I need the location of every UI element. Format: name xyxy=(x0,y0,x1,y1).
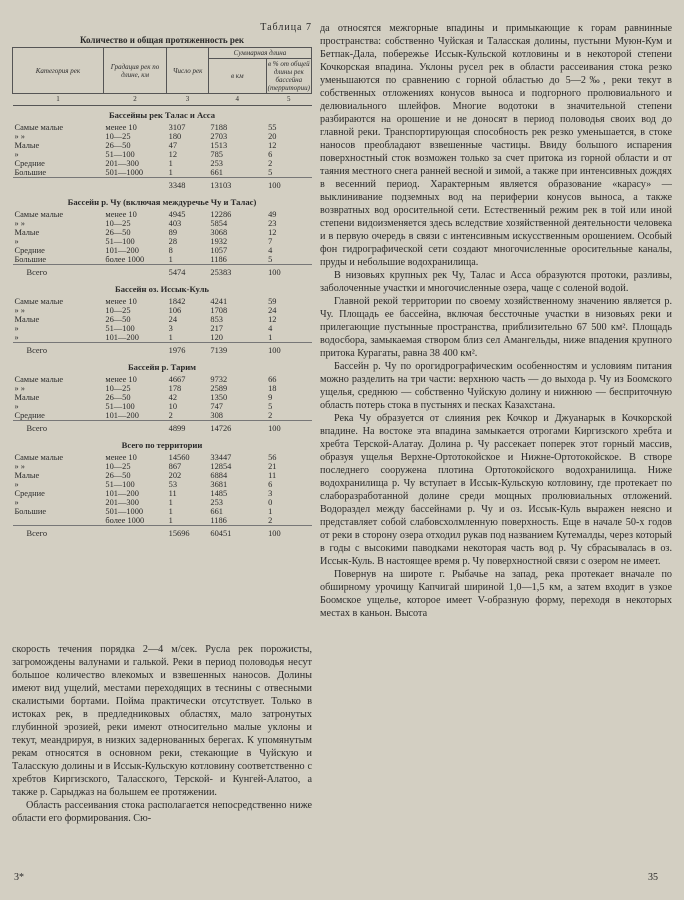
table-cell: 1186 xyxy=(210,255,227,264)
total-row xyxy=(13,421,312,437)
header-gradation: Градация рек по длине, км xyxy=(103,48,166,94)
table-cell: 12854 xyxy=(210,462,232,471)
total-cell: 3348 xyxy=(167,178,209,194)
total-row xyxy=(13,178,312,194)
table-row xyxy=(13,123,312,132)
table-cell: 12 xyxy=(268,141,277,150)
section-title-row xyxy=(13,280,312,297)
table-cell: менее 10 xyxy=(105,297,137,306)
table-cell: 2 xyxy=(168,411,173,420)
header-total-length: Суммарная длина xyxy=(208,48,311,59)
table-cell: 51—100 xyxy=(105,237,135,246)
table-cell: 3 xyxy=(268,489,273,498)
table-cell: 201—300 xyxy=(105,159,139,168)
table-cell: 1 xyxy=(268,507,273,516)
table-cell: 3068 xyxy=(210,228,228,237)
table-cell: 501—1000 xyxy=(105,507,144,516)
table-row xyxy=(13,297,312,306)
signature-mark: 3* xyxy=(14,872,24,883)
table-cell: 308 xyxy=(210,411,223,420)
table-cell: 4 xyxy=(268,246,273,255)
total-cell: 5474 xyxy=(167,265,209,281)
table-cell: Малые xyxy=(14,228,40,237)
table-row xyxy=(13,507,312,516)
table-cell: 51—100 xyxy=(105,480,135,489)
table-cell: 2 xyxy=(268,159,273,168)
section-title: Бассейны рек Талас и Асса xyxy=(108,110,216,120)
table-cell: 51—100 xyxy=(105,150,135,159)
total-cell: 13103 xyxy=(208,178,266,194)
total-cell: 1976 xyxy=(167,343,209,359)
total-cell: 7139 xyxy=(208,343,266,359)
table-cell: 1 xyxy=(168,333,173,342)
table-cell: 1 xyxy=(268,333,273,342)
table-cell: 66 xyxy=(268,375,277,384)
table-cell: менее 10 xyxy=(105,453,137,462)
table-cell: 1513 xyxy=(210,141,228,150)
table-row xyxy=(13,219,312,228)
table-cell: 501—1000 xyxy=(105,168,144,177)
table-cell: 1 xyxy=(168,168,173,177)
table-cell: 785 xyxy=(210,150,223,159)
table-cell: » xyxy=(14,480,19,489)
table-cell: 1708 xyxy=(210,306,228,315)
total-cell xyxy=(103,526,166,542)
table-cell: 9732 xyxy=(210,375,228,384)
header-category: Категория рек xyxy=(13,48,104,94)
table-cell: 10—25 xyxy=(105,132,131,141)
table-cell: 2 xyxy=(268,411,273,420)
table-row xyxy=(13,255,312,265)
table-cell: Средние xyxy=(14,159,45,168)
table-row xyxy=(13,306,312,315)
table-cell: 106 xyxy=(168,306,182,315)
table-cell: 217 xyxy=(210,324,223,333)
total-cell: 60451 xyxy=(208,526,266,542)
table-cell: 49 xyxy=(268,210,277,219)
table-row xyxy=(13,324,312,333)
table-cell: 42 xyxy=(168,393,178,402)
table-cell: 101—200 xyxy=(105,246,139,255)
total-cell: 4899 xyxy=(167,421,209,437)
table-cell: 12 xyxy=(268,228,277,237)
table-cell: 253 xyxy=(210,159,223,168)
table-cell: 6884 xyxy=(210,471,228,480)
table-cell: 4667 xyxy=(168,375,186,384)
table-cell: » xyxy=(14,150,19,159)
total-cell: 100 xyxy=(266,526,311,542)
table-row xyxy=(13,141,312,150)
table-cell: 202 xyxy=(168,471,182,480)
paragraph: Повернув на широте г. Рыбачье на запад, река протекает вначале по обширному урочищу Капчигай шириной 1,0—1,5 км, а затем входит в узкое Боомское ущелье, которое имеет V-образную форму, переходя в некоторых местах в каньон. Высота xyxy=(320,569,672,619)
table-cell: 24 xyxy=(268,306,277,315)
table-block xyxy=(12,22,312,541)
table-cell: 5 xyxy=(268,168,273,177)
table-cell: Средние xyxy=(14,246,45,255)
total-row xyxy=(13,343,312,359)
table-cell: 21 xyxy=(268,462,277,471)
table-cell: 2 xyxy=(268,516,273,525)
table-row xyxy=(13,453,312,462)
paragraph: Главной рекой территории по своему хозяйственному значению является р. Чу. Площадь ее бассейна, включая бессточные участки в низовьях реки и прилегающие пустынные пространства, приблизительно 67 500 км². Площадь водосбора, замыкаемая створом близ сел Амангельды, ниже впадения крупного притока Курагаты, равна 38 400 км². xyxy=(320,296,672,359)
table-row xyxy=(13,159,312,168)
table-cell: 24 xyxy=(168,315,178,324)
table-row xyxy=(13,333,312,343)
table-cell: 2589 xyxy=(210,384,228,393)
table-cell: Малые xyxy=(14,141,40,150)
table-cell: Средние xyxy=(14,411,45,420)
table-cell: 180 xyxy=(168,132,182,141)
section-title: Бассейн р. Чу (включая междуречье Чу и Талас) xyxy=(67,197,257,207)
right-column-text xyxy=(320,22,672,620)
table-cell: 867 xyxy=(168,462,182,471)
paragraph: Область рассеивания стока располагается непосредственно ниже области его формирования. Сю- xyxy=(12,800,312,824)
table-cell: 23 xyxy=(268,219,277,228)
table-cell: 59 xyxy=(268,297,277,306)
table-cell: 12286 xyxy=(210,210,232,219)
header-km: в км xyxy=(208,59,266,94)
table-row xyxy=(13,246,312,255)
table-cell: менее 10 xyxy=(105,210,137,219)
table-cell: 1 xyxy=(168,507,173,516)
table-cell: Большие xyxy=(14,507,47,516)
table-cell: 10—25 xyxy=(105,384,131,393)
table-cell: Самые малые xyxy=(14,297,64,306)
table-cell: 1 xyxy=(168,159,173,168)
table-body xyxy=(13,94,312,542)
table-row xyxy=(13,498,312,507)
table-cell: Большие xyxy=(14,255,47,264)
table-cell: 10—25 xyxy=(105,462,131,471)
table-cell: 11 xyxy=(168,489,177,498)
table-cell: 253 xyxy=(210,498,223,507)
table-cell: 26—50 xyxy=(105,471,131,480)
total-cell xyxy=(103,343,166,359)
table-cell: Самые малые xyxy=(14,375,64,384)
table-cell: 11 xyxy=(268,471,277,480)
table-row xyxy=(13,516,312,526)
table-cell: 1 xyxy=(168,255,173,264)
table-cell: 403 xyxy=(168,219,182,228)
table-cell: 1057 xyxy=(210,246,228,255)
table-row xyxy=(13,315,312,324)
total-cell: Всего xyxy=(13,265,104,281)
table-row xyxy=(13,480,312,489)
table-cell: 1186 xyxy=(210,516,227,525)
table-cell: 853 xyxy=(210,315,223,324)
table-cell: 5854 xyxy=(210,219,228,228)
total-row xyxy=(13,265,312,281)
total-cell xyxy=(103,265,166,281)
table-cell: 3681 xyxy=(210,480,228,489)
table-cell: 18 xyxy=(268,384,277,393)
section-title: Всего по территории xyxy=(121,440,203,450)
section-title-row xyxy=(13,106,312,124)
table-cell: 8 xyxy=(168,246,173,255)
table-cell: 5 xyxy=(268,402,273,411)
table-caption: Таблица 7 xyxy=(260,22,312,33)
total-cell: Всего xyxy=(13,343,104,359)
table-cell: 1485 xyxy=(210,489,228,498)
section-title-row xyxy=(13,436,312,453)
table-cell: 20 xyxy=(268,132,277,141)
table-cell: 14560 xyxy=(168,453,190,462)
table-cell: 53 xyxy=(168,480,178,489)
col-num: 5 xyxy=(266,94,311,106)
column-numbers-row xyxy=(13,94,312,106)
section-title: Бассейн оз. Иссык-Куль xyxy=(115,284,209,294)
table-cell: 26—50 xyxy=(105,141,131,150)
table-cell: Большие xyxy=(14,168,47,177)
table-cell: 2703 xyxy=(210,132,228,141)
paragraph: да относятся межгорные впадины и примыкающие к горам равнинные пространства: собственно Чуйская и Таласская долины, пустыни Муюн-Кум и Бетпак-Дала, побережье Иссык-Кульской котловины и в некоторой степени Кочкорская впадина. Уклоны русел рек в области рассеивания стока резко уменьшаются по сравнению с горной областью до 5—2‰, реки текут в собственных отложениях конусов выноса и подгорного пролювиального и делювиального шлейфов. Многие водотоки в значительной степени разбираются на орошение и не доносят в период половодья своих вод до главной реки. Транспортирующая способность рек резко уменьшается, в стоке наносов преобладают взвешенные частицы. Ввиду большого испарения поверхностный сток возможен только за счет притока из горной области и от таяния местного снега ранней весной и зимой, а также при интенсивных дождях в весенний период. Характерным является образование «карасу» — выклинивание подземных вод на периферии конусов выноса, а также возвратных вод оросительной сети. Естественный режим рек в той или иной степени видоизменяется здесь вследствие хозяйственной деятельности человека и в первую очередь в связи с интенсивным искусственным орошением. Особый фон гидрографической сети создают многочисленные оросительные каналы, пруды и небольшие водохранилища. xyxy=(320,23,672,268)
total-cell: 100 xyxy=(266,421,311,437)
table-cell: 55 xyxy=(268,123,277,132)
table-cell: 101—200 xyxy=(105,489,139,498)
table-cell: менее 10 xyxy=(105,123,137,132)
table-cell: 89 xyxy=(168,228,178,237)
table-cell: более 1000 xyxy=(105,516,145,525)
table-cell: 661 xyxy=(210,507,223,516)
table-cell: » » xyxy=(14,132,25,141)
table-cell: 4945 xyxy=(168,210,186,219)
table-row xyxy=(13,471,312,480)
table-cell: » xyxy=(14,498,19,507)
table-cell: 4241 xyxy=(210,297,228,306)
table-row xyxy=(13,489,312,498)
table-cell: менее 10 xyxy=(105,375,137,384)
page-number: 35 xyxy=(648,872,658,883)
table-cell: 3107 xyxy=(168,123,186,132)
table-cell: » xyxy=(14,402,19,411)
table-cell: » » xyxy=(14,219,25,228)
col-num: 4 xyxy=(208,94,266,106)
table-cell: 747 xyxy=(210,402,223,411)
table-cell: 1842 xyxy=(168,297,186,306)
table-cell: 6 xyxy=(268,150,273,159)
table-cell: 10—25 xyxy=(105,306,131,315)
table-cell: 51—100 xyxy=(105,324,135,333)
table-cell: 101—200 xyxy=(105,411,139,420)
left-column-text xyxy=(12,643,312,825)
table-row xyxy=(13,375,312,384)
table-row xyxy=(13,132,312,141)
total-cell: 100 xyxy=(266,343,311,359)
paragraph: В низовьях крупных рек Чу, Талас и Асса образуются протоки, разливы, заболоченные участки и многочисленные озера, чаще с соленой водой. xyxy=(320,270,672,294)
table-row xyxy=(13,411,312,421)
table-cell: 1 xyxy=(168,516,173,525)
table-cell: более 1000 xyxy=(105,255,145,264)
total-cell: Всего xyxy=(13,526,104,542)
table-row xyxy=(13,237,312,246)
table-row xyxy=(13,150,312,159)
table-cell: Самые малые xyxy=(14,123,64,132)
header-count: Число рек xyxy=(167,48,209,94)
col-num: 1 xyxy=(13,94,104,106)
paragraph: Река Чу образуется от слияния рек Кочкор и Джуанарык в Кочкорской впадине. На востоке эта впадина замыкается отрогами Киргизского хребта и хребта Терской-Алатау. Долина р. Чу рассекает поперек этот горный массив, образуя ущелья Верхне-Ортотокойское и Нижне-Ортотокойское. В створе последнего сооружена плотина Ортотокойского водохранилища. Ниже водохранилища р. Чу вступает в Иссык-Кульскую котловину, где протекает по слаборазработанной долине среди мощных пролювиальных отложений. Водораздел между бассейнами р. Чу и оз. Иссык-Куль выражен неясно и представляет собой слабовсхолмленную поверхность. Еще в начале 50-х годов от реки в сторону озера отходил рукав под названием Кутемалды, через который в годы с высокими паводками некоторая часть вод р. Чу сбрасывалась в оз. Иссык-Куль. В настоящее время р. Чу поверхностной связи с озером не имеет. xyxy=(320,413,672,567)
table-cell: 101—200 xyxy=(105,333,139,342)
table-cell: 56 xyxy=(268,453,277,462)
col-num: 3 xyxy=(167,94,209,106)
table-cell: Самые малые xyxy=(14,453,64,462)
table-cell: Малые xyxy=(14,315,40,324)
table-cell: 661 xyxy=(210,168,223,177)
total-cell xyxy=(103,421,166,437)
table-row xyxy=(13,228,312,237)
table-cell: 9 xyxy=(268,393,273,402)
table-cell: 10 xyxy=(168,402,178,411)
table-cell: 5 xyxy=(268,255,273,264)
table-cell: Средние xyxy=(14,489,45,498)
table-row xyxy=(13,393,312,402)
table-cell: 1 xyxy=(168,498,173,507)
total-cell: 15696 xyxy=(167,526,209,542)
table-cell: 26—50 xyxy=(105,393,131,402)
table-row xyxy=(13,168,312,178)
section-title-row xyxy=(13,193,312,210)
table-row xyxy=(13,402,312,411)
table-cell: 1350 xyxy=(210,393,228,402)
table-cell: 178 xyxy=(168,384,182,393)
table-title: Количество и общая протяженность рек xyxy=(79,35,245,45)
section-title: Бассейн р. Тарим xyxy=(127,362,197,372)
total-cell: 100 xyxy=(266,178,311,194)
table-cell: 6 xyxy=(268,480,273,489)
col-num: 2 xyxy=(103,94,166,106)
total-cell: 25383 xyxy=(208,265,266,281)
table-cell: Самые малые xyxy=(14,210,64,219)
table-row xyxy=(13,384,312,393)
total-cell xyxy=(103,178,166,194)
table-cell: » xyxy=(14,237,19,246)
table-cell: 201—300 xyxy=(105,498,139,507)
table-cell: Малые xyxy=(14,393,40,402)
table-cell: Малые xyxy=(14,471,40,480)
table-cell: 47 xyxy=(168,141,178,150)
table-cell: 4 xyxy=(268,324,273,333)
table-cell: » » xyxy=(14,306,25,315)
section-title-row xyxy=(13,358,312,375)
table-cell: 33447 xyxy=(210,453,232,462)
total-cell xyxy=(13,178,104,194)
table-cell: » xyxy=(14,333,19,342)
table-cell: 51—100 xyxy=(105,402,135,411)
table-cell: 120 xyxy=(210,333,223,342)
header-percent: в % от общей длины рек бассейна (территории) xyxy=(267,60,310,92)
table-cell: 28 xyxy=(168,237,178,246)
paragraph: Бассейн р. Чу по орогидрографическим особенностям и условиям питания можно разделить на три части: верхнюю часть — до выхода р. Чу из Боомского ущелья, среднюю — собственно Чуйскую долину и нижнюю — бесприточную область потерь стока в пустынях и песках Казахстана. xyxy=(320,361,672,411)
table-cell: 7188 xyxy=(210,123,228,132)
table-cell: » » xyxy=(14,384,25,393)
table-cell: 1932 xyxy=(210,237,228,246)
rivers-table xyxy=(12,47,312,541)
table-cell: 3 xyxy=(168,324,173,333)
table-cell: 10—25 xyxy=(105,219,131,228)
paragraph: скорость течения порядка 2—4 м/сек. Русла рек порожисты, загромождены валунами и галькой. Реки в период половодья несут большое количество влекомых и взвешенных наносов. Долины имеют вид ущелий, местами переходящих в теснины с отвесными скалистыми бортами. Пойма практически отсутствует. Только в истоках рек, в предледниковых областях, мало затронутых глубинной эрозией, реки имеют относительно малые уклоны и текут, меандрируя, в низких задернованных берегах. К упомянутым рекам относятся в основном реки, стекающие в Чуйскую и Таласскую долины и в Иссык-Кульскую котловину соответственно с хребтов Киргизского, Таласского, Терской- и Кунгей-Алатоо, а также р. Сарыджаз на большем ее протяжении. xyxy=(12,644,312,798)
table-cell: 12 xyxy=(168,150,178,159)
table-cell: 26—50 xyxy=(105,228,131,237)
table-cell: » » xyxy=(14,462,25,471)
table-cell: 7 xyxy=(268,237,273,246)
total-cell: Всего xyxy=(13,421,104,437)
table-row xyxy=(13,210,312,219)
total-cell: 14726 xyxy=(208,421,266,437)
table-cell: 26—50 xyxy=(105,315,131,324)
total-cell: 100 xyxy=(266,265,311,281)
total-row xyxy=(13,526,312,542)
table-cell xyxy=(13,516,104,526)
table-cell: 0 xyxy=(268,498,273,507)
table-cell: » xyxy=(14,324,19,333)
table-row xyxy=(13,462,312,471)
table-cell: 12 xyxy=(268,315,277,324)
